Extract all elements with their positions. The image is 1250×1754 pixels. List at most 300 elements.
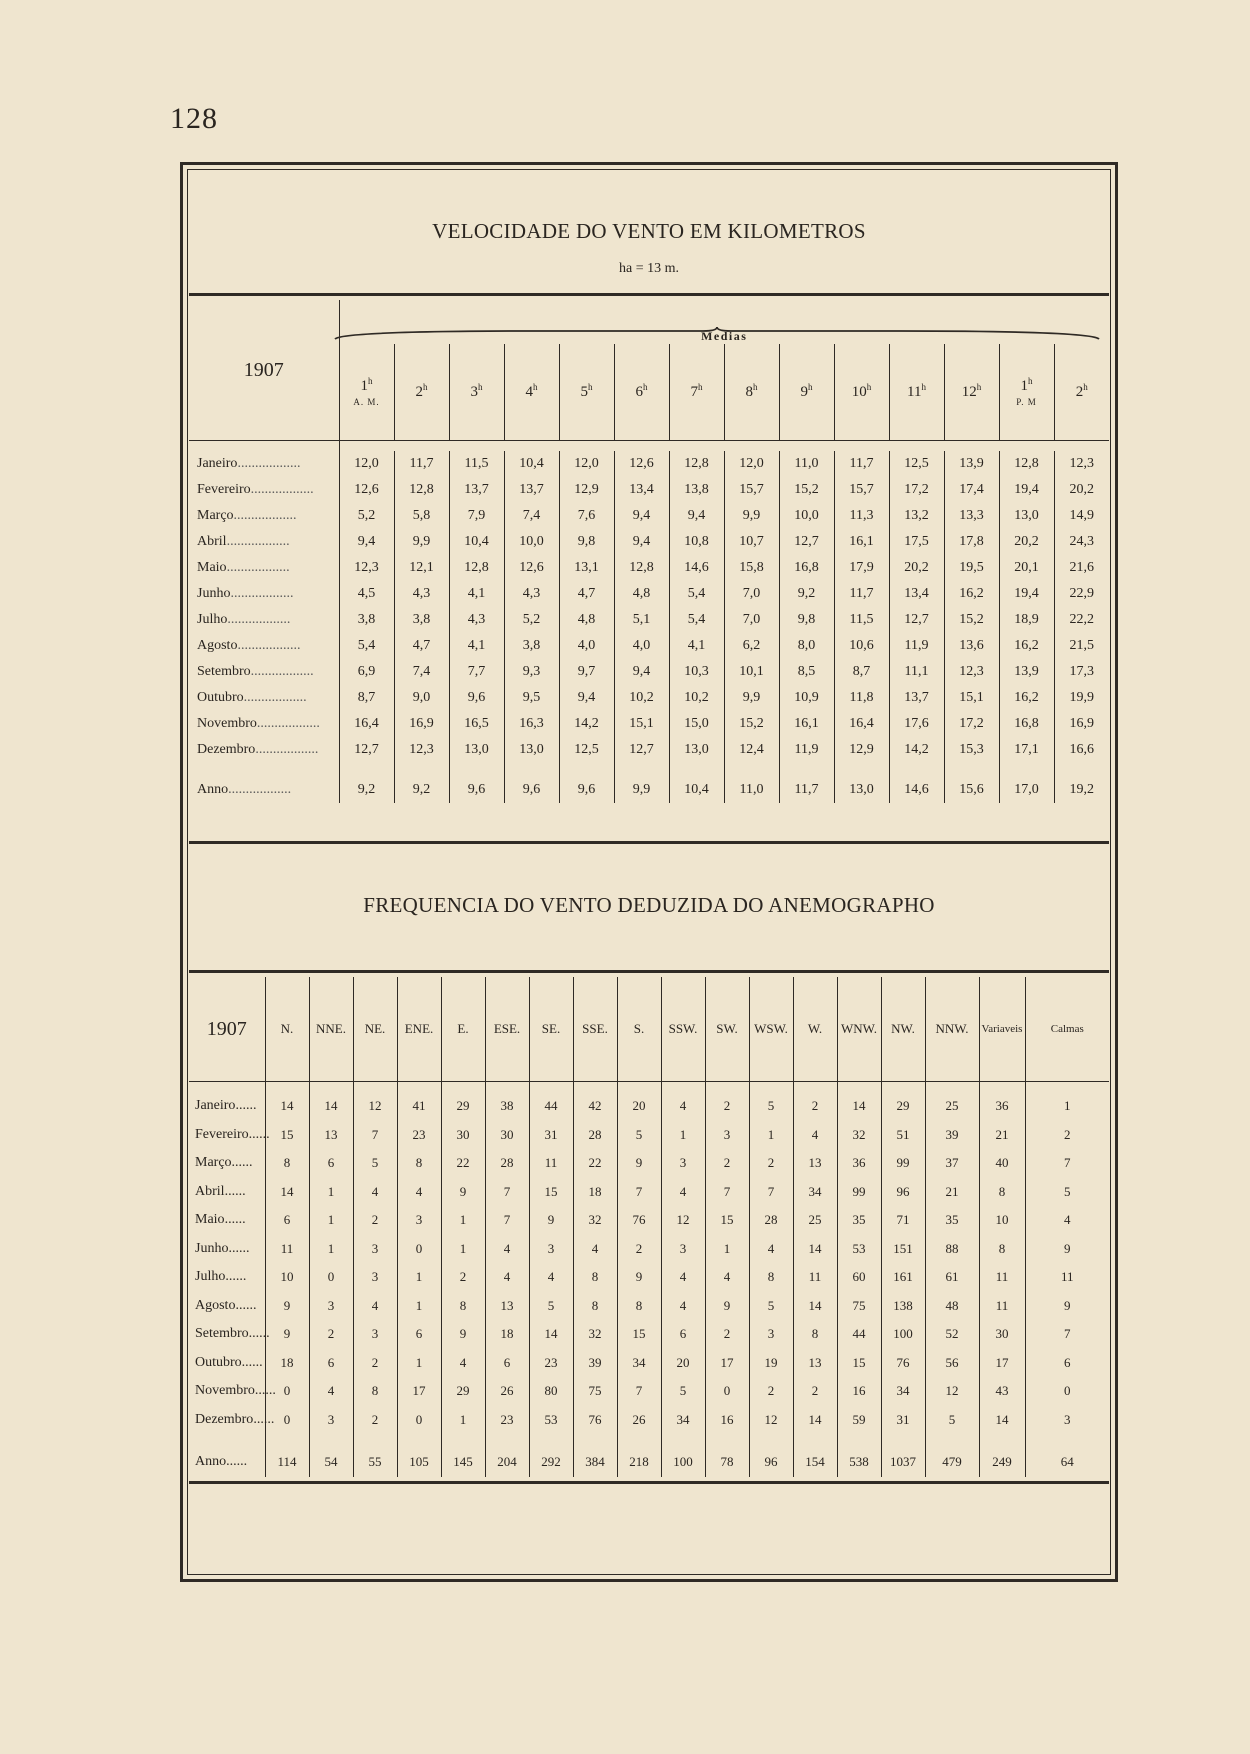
month-label: Junho <box>197 586 231 601</box>
value-cell: 28 <box>749 1206 793 1235</box>
value-cell: 3,8 <box>339 607 394 633</box>
table-row <box>189 711 1109 737</box>
value-cell: 17,0 <box>999 777 1054 803</box>
table-row <box>189 1377 1109 1406</box>
value-cell: 16,3 <box>504 711 559 737</box>
value-cell: 22 <box>573 1149 617 1178</box>
hour-number: 8 <box>745 384 753 401</box>
value-cell: 56 <box>925 1349 979 1378</box>
value-cell: 15,2 <box>724 711 779 737</box>
value-cell: 151 <box>881 1235 925 1264</box>
value-cell: 6,9 <box>339 659 394 685</box>
value-cell: 12,6 <box>339 477 394 503</box>
hour-suffix: h <box>1083 382 1088 393</box>
hour-header <box>394 344 449 441</box>
value-cell: 12,0 <box>339 451 394 477</box>
value-cell: 14 <box>793 1406 837 1435</box>
hour-suffix: h <box>921 382 926 393</box>
value-cell: 22,2 <box>1054 607 1109 633</box>
spacer-row <box>189 1434 1109 1448</box>
value-cell: 9,2 <box>394 777 449 803</box>
value-cell: 31 <box>529 1121 573 1150</box>
value-cell: 4,1 <box>669 633 724 659</box>
value-cell: 9,2 <box>339 777 394 803</box>
value-cell: 9,3 <box>504 659 559 685</box>
month-label: Fevereiro <box>195 1126 249 1142</box>
value-cell: 4,8 <box>559 607 614 633</box>
value-cell: 3 <box>309 1406 353 1435</box>
value-cell: 9,9 <box>614 777 669 803</box>
value-cell: 12,1 <box>394 555 449 581</box>
direction-header: NNE. <box>309 977 353 1082</box>
value-cell: 11 <box>1025 1263 1109 1292</box>
value-cell: 10,3 <box>669 659 724 685</box>
value-cell: 16,9 <box>394 711 449 737</box>
value-cell: 7,0 <box>724 581 779 607</box>
value-cell: 15,6 <box>944 777 999 803</box>
month-cell <box>189 1263 265 1292</box>
hour-number: 10 <box>851 384 867 401</box>
direction-header: E. <box>441 977 485 1082</box>
hour-suffix: h <box>533 382 538 393</box>
value-cell: 42 <box>573 1092 617 1121</box>
value-cell: 37 <box>925 1149 979 1178</box>
value-cell: 4,1 <box>449 633 504 659</box>
value-cell: 12,7 <box>614 737 669 763</box>
value-cell: 14 <box>793 1235 837 1264</box>
value-cell: 15,2 <box>779 477 834 503</box>
month-label: Maio <box>195 1212 225 1228</box>
hour-suffix: h <box>866 382 872 393</box>
table-row <box>189 555 1109 581</box>
month-cell <box>189 1178 265 1207</box>
leader-dots: .................. <box>255 742 319 757</box>
value-cell: 3,8 <box>504 633 559 659</box>
value-cell: 15 <box>529 1178 573 1207</box>
value-cell: 7 <box>485 1178 529 1207</box>
leader-dots: ...... <box>231 1155 253 1171</box>
direction-header: SW. <box>705 977 749 1082</box>
value-cell: 26 <box>617 1406 661 1435</box>
value-cell: 9,0 <box>394 685 449 711</box>
month-cell <box>189 777 339 803</box>
hour-suffix: h <box>698 382 703 393</box>
month-label: Agosto <box>195 1297 236 1313</box>
value-cell: 11,7 <box>834 451 889 477</box>
value-cell: 1 <box>441 1235 485 1264</box>
value-cell: 5,4 <box>339 633 394 659</box>
leader-dots: ...... <box>235 1297 257 1313</box>
value-cell: 41 <box>397 1092 441 1121</box>
value-cell: 8 <box>749 1263 793 1292</box>
value-cell: 0 <box>705 1377 749 1406</box>
value-cell: 7 <box>617 1178 661 1207</box>
hour-number: 2 <box>1075 384 1084 401</box>
hour-number: 4 <box>525 384 533 401</box>
leader-dots: .................. <box>243 690 307 705</box>
value-cell: 16,5 <box>449 711 504 737</box>
month-label: Janeiro <box>197 456 238 471</box>
value-cell: 292 <box>529 1448 573 1477</box>
value-cell: 2 <box>705 1149 749 1178</box>
value-cell: 9 <box>1025 1235 1109 1264</box>
value-cell: 538 <box>837 1448 881 1477</box>
hour-header <box>834 344 889 441</box>
value-cell: 14,9 <box>1054 503 1109 529</box>
value-cell: 14 <box>793 1292 837 1321</box>
month-label: Junho <box>195 1240 229 1256</box>
value-cell: 9,6 <box>559 777 614 803</box>
value-cell: 16,9 <box>1054 711 1109 737</box>
value-cell: 6 <box>309 1349 353 1378</box>
value-cell: 8 <box>573 1263 617 1292</box>
value-cell: 16,2 <box>999 685 1054 711</box>
value-cell: 16,4 <box>834 711 889 737</box>
value-cell: 43 <box>979 1377 1025 1406</box>
hour-number: 3 <box>470 384 478 401</box>
month-label: Setembro <box>195 1326 249 1342</box>
value-cell: 12 <box>749 1406 793 1435</box>
table-row <box>189 451 1109 477</box>
frequencia-table <box>189 977 1109 1477</box>
hour-header <box>944 344 999 441</box>
direction-header: NW. <box>881 977 925 1082</box>
value-cell: 1 <box>705 1235 749 1264</box>
direction-header: SSW. <box>661 977 705 1082</box>
leader-dots: .................. <box>226 560 290 575</box>
value-cell: 0 <box>265 1377 309 1406</box>
value-cell: 28 <box>573 1121 617 1150</box>
value-cell: 20,2 <box>1054 477 1109 503</box>
hour-suffix: h <box>368 376 373 387</box>
month-label: Abril <box>195 1183 225 1199</box>
value-cell: 12,0 <box>724 451 779 477</box>
value-cell: 0 <box>265 1406 309 1435</box>
value-cell: 7 <box>353 1121 397 1150</box>
value-cell: 8,5 <box>779 659 834 685</box>
month-label: Anno <box>197 782 229 797</box>
table-row <box>189 1235 1109 1264</box>
value-cell: 12,8 <box>669 451 724 477</box>
value-cell: 5 <box>353 1149 397 1178</box>
value-cell: 4 <box>749 1235 793 1264</box>
value-cell: 4,8 <box>614 581 669 607</box>
month-cell <box>189 1349 265 1378</box>
value-cell: 13,3 <box>944 503 999 529</box>
table-row <box>189 659 1109 685</box>
value-cell: 10,1 <box>724 659 779 685</box>
value-cell: 19 <box>749 1349 793 1378</box>
value-cell: 17 <box>705 1349 749 1378</box>
value-cell: 100 <box>881 1320 925 1349</box>
value-cell: 16 <box>705 1406 749 1435</box>
value-cell: 3 <box>529 1235 573 1264</box>
rule-bottom-frequencia <box>189 1481 1109 1484</box>
value-cell: 249 <box>979 1448 1025 1477</box>
leader-dots: .................. <box>237 456 301 471</box>
leader-dots: ...... <box>226 1454 248 1470</box>
month-label: Outubro <box>195 1354 242 1370</box>
hour-header <box>1054 344 1109 441</box>
value-cell: 7,6 <box>559 503 614 529</box>
month-cell <box>189 503 339 529</box>
value-cell: 13 <box>485 1292 529 1321</box>
value-cell: 9,6 <box>504 777 559 803</box>
table-row <box>189 1320 1109 1349</box>
month-cell <box>189 737 339 763</box>
value-cell: 29 <box>441 1092 485 1121</box>
value-cell: 1 <box>441 1206 485 1235</box>
hour-header <box>614 344 669 441</box>
value-cell: 10,4 <box>449 529 504 555</box>
value-cell: 15 <box>265 1121 309 1150</box>
value-cell: 29 <box>441 1377 485 1406</box>
leader-dots: ...... <box>224 1212 246 1228</box>
value-cell: 9,5 <box>504 685 559 711</box>
value-cell: 6 <box>397 1320 441 1349</box>
value-cell: 22 <box>441 1149 485 1178</box>
value-cell: 52 <box>925 1320 979 1349</box>
value-cell: 9,4 <box>669 503 724 529</box>
value-cell: 13,4 <box>889 581 944 607</box>
value-cell: 15,7 <box>724 477 779 503</box>
month-cell <box>189 581 339 607</box>
direction-header: ESE. <box>485 977 529 1082</box>
value-cell: 15,1 <box>614 711 669 737</box>
value-cell: 39 <box>573 1349 617 1378</box>
hour-suffix: h <box>753 382 758 393</box>
value-cell: 2 <box>793 1377 837 1406</box>
month-cell <box>189 1320 270 1349</box>
value-cell: 16,1 <box>779 711 834 737</box>
leader-dots: ...... <box>228 1240 250 1256</box>
value-cell: 59 <box>837 1406 881 1435</box>
value-cell: 10,0 <box>779 503 834 529</box>
value-cell: 4 <box>661 1292 705 1321</box>
hour-header <box>889 344 944 441</box>
value-cell: 4 <box>573 1235 617 1264</box>
velocidade-subtitle: ha = 13 m. <box>619 261 679 276</box>
value-cell: 100 <box>661 1448 705 1477</box>
value-cell: 18 <box>265 1349 309 1378</box>
hour-header <box>504 344 559 441</box>
leader-dots: .................. <box>230 586 294 601</box>
value-cell: 16,4 <box>339 711 394 737</box>
value-cell: 105 <box>397 1448 441 1477</box>
value-cell: 99 <box>881 1149 925 1178</box>
value-cell: 17,8 <box>944 529 999 555</box>
value-cell: 161 <box>881 1263 925 1292</box>
value-cell: 12,8 <box>394 477 449 503</box>
rule-top-velocidade <box>189 293 1109 296</box>
hour-header <box>449 344 504 441</box>
hour-ampm: P. M <box>1016 397 1037 408</box>
value-cell: 12,8 <box>999 451 1054 477</box>
value-cell: 40 <box>979 1149 1025 1178</box>
month-cell <box>189 1206 265 1235</box>
value-cell: 4 <box>485 1263 529 1292</box>
value-cell: 5,8 <box>394 503 449 529</box>
value-cell: 30 <box>485 1121 529 1150</box>
value-cell: 8 <box>397 1149 441 1178</box>
value-cell: 11,3 <box>834 503 889 529</box>
value-cell: 76 <box>573 1406 617 1435</box>
value-cell: 5 <box>749 1092 793 1121</box>
month-label: Dezembro <box>197 742 256 757</box>
month-cell <box>189 1292 265 1321</box>
month-label: Novembro <box>197 716 257 731</box>
leader-dots: ...... <box>235 1098 257 1114</box>
value-cell: 9,4 <box>559 685 614 711</box>
value-cell: 8 <box>979 1235 1025 1264</box>
hour-number: 1 <box>1020 378 1028 395</box>
value-cell: 5,2 <box>339 503 394 529</box>
value-cell: 18 <box>573 1178 617 1207</box>
value-cell: 7,4 <box>394 659 449 685</box>
value-cell: 7,7 <box>449 659 504 685</box>
month-cell <box>189 1406 275 1435</box>
leader-dots: ...... <box>241 1354 263 1370</box>
value-cell: 21 <box>925 1178 979 1207</box>
value-cell: 4 <box>309 1377 353 1406</box>
value-cell: 34 <box>881 1377 925 1406</box>
value-cell: 13,6 <box>944 633 999 659</box>
table-row <box>189 1349 1109 1378</box>
value-cell: 99 <box>837 1178 881 1207</box>
value-cell: 18,9 <box>999 607 1054 633</box>
value-cell: 6 <box>265 1206 309 1235</box>
value-cell: 4 <box>1025 1206 1109 1235</box>
value-cell: 11,7 <box>394 451 449 477</box>
value-cell: 10,4 <box>669 777 724 803</box>
value-cell: 11,9 <box>889 633 944 659</box>
leader-dots: ...... <box>254 1383 276 1399</box>
value-cell: 3 <box>1025 1406 1109 1435</box>
month-label: Outubro <box>197 690 244 705</box>
value-cell: 14 <box>529 1320 573 1349</box>
hour-suffix: h <box>643 382 648 393</box>
value-cell: 5 <box>661 1377 705 1406</box>
value-cell: 88 <box>925 1235 979 1264</box>
value-cell: 21,6 <box>1054 555 1109 581</box>
month-cell <box>189 685 339 711</box>
value-cell: 17,2 <box>889 477 944 503</box>
value-cell: 7,4 <box>504 503 559 529</box>
value-cell: 17 <box>979 1349 1025 1378</box>
month-label: Fevereiro <box>197 482 251 497</box>
value-cell: 145 <box>441 1448 485 1477</box>
value-cell: 9,9 <box>724 503 779 529</box>
value-cell: 17,6 <box>889 711 944 737</box>
value-cell: 10,9 <box>779 685 834 711</box>
value-cell: 29 <box>881 1092 925 1121</box>
hour-number: 5 <box>580 384 588 401</box>
value-cell: 4 <box>661 1263 705 1292</box>
month-cell <box>189 477 339 503</box>
hour-header <box>999 344 1054 441</box>
value-cell: 2 <box>749 1377 793 1406</box>
value-cell: 20,2 <box>999 529 1054 555</box>
value-cell: 11,0 <box>779 451 834 477</box>
value-cell: 5 <box>1025 1178 1109 1207</box>
value-cell: 13,0 <box>669 737 724 763</box>
value-cell: 12,8 <box>449 555 504 581</box>
leader-dots: .................. <box>228 782 292 797</box>
value-cell: 6 <box>485 1349 529 1378</box>
value-cell: 1 <box>309 1178 353 1207</box>
value-cell: 12,7 <box>339 737 394 763</box>
value-cell: 4,5 <box>339 581 394 607</box>
hour-header <box>669 344 724 441</box>
value-cell: 14 <box>265 1092 309 1121</box>
value-cell: 54 <box>309 1448 353 1477</box>
value-cell: 32 <box>573 1206 617 1235</box>
value-cell: 9,7 <box>559 659 614 685</box>
value-cell: 76 <box>617 1206 661 1235</box>
value-cell: 32 <box>837 1121 881 1150</box>
value-cell: 8,7 <box>339 685 394 711</box>
value-cell: 7 <box>1025 1149 1109 1178</box>
value-cell: 23 <box>397 1121 441 1150</box>
month-label: Janeiro <box>195 1098 236 1114</box>
month-label: Julho <box>195 1269 226 1285</box>
value-cell: 10,2 <box>614 685 669 711</box>
value-cell: 30 <box>441 1121 485 1150</box>
value-cell: 19,4 <box>999 477 1054 503</box>
value-cell: 13,9 <box>999 659 1054 685</box>
month-cell <box>189 1235 265 1264</box>
value-cell: 7 <box>485 1206 529 1235</box>
value-cell: 11 <box>979 1263 1025 1292</box>
value-cell: 13,0 <box>504 737 559 763</box>
month-cell <box>189 1377 276 1406</box>
hour-header <box>339 344 394 441</box>
value-cell: 6 <box>309 1149 353 1178</box>
month-label: Setembro <box>197 664 251 679</box>
leader-dots: .................. <box>256 716 320 731</box>
value-cell: 10,4 <box>504 451 559 477</box>
value-cell: 8 <box>441 1292 485 1321</box>
direction-header: ENE. <box>397 977 441 1082</box>
value-cell: 13 <box>793 1149 837 1178</box>
medias-label: Medias <box>339 300 1109 344</box>
value-cell: 44 <box>837 1320 881 1349</box>
direction-header: NNW. <box>925 977 979 1082</box>
leader-dots: .................. <box>233 508 297 523</box>
value-cell: 11,5 <box>834 607 889 633</box>
value-cell: 11,0 <box>724 777 779 803</box>
value-cell: 9,4 <box>339 529 394 555</box>
value-cell: 5 <box>925 1406 979 1435</box>
value-cell: 3,8 <box>394 607 449 633</box>
direction-header: Calmas <box>1025 977 1109 1082</box>
value-cell: 25 <box>793 1206 837 1235</box>
value-cell: 4 <box>529 1263 573 1292</box>
value-cell: 78 <box>705 1448 749 1477</box>
table-row <box>189 503 1109 529</box>
value-cell: 8 <box>793 1320 837 1349</box>
value-cell: 9 <box>265 1292 309 1321</box>
value-cell: 35 <box>837 1206 881 1235</box>
table-row <box>189 777 1109 803</box>
value-cell: 16,1 <box>834 529 889 555</box>
value-cell: 12,9 <box>559 477 614 503</box>
hour-ampm: A. M. <box>353 397 380 408</box>
value-cell: 20,1 <box>999 555 1054 581</box>
value-cell: 3 <box>353 1235 397 1264</box>
value-cell: 11,1 <box>889 659 944 685</box>
value-cell: 6,2 <box>724 633 779 659</box>
